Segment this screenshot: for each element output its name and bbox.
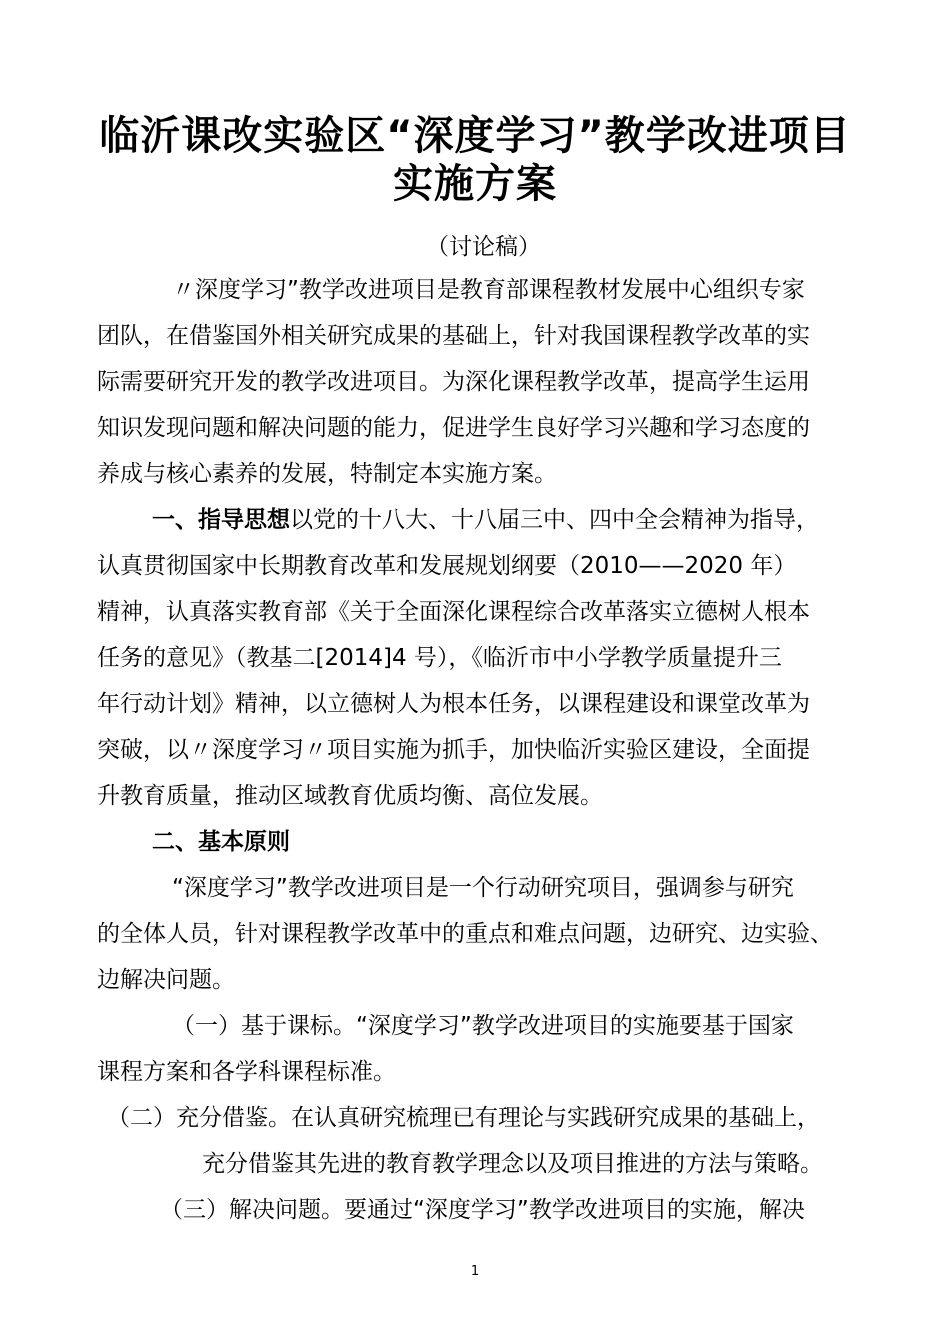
- section2-line: “深度学习”教学改进项目是一个行动研究项目，强调参与研究: [172, 875, 794, 901]
- document-subtitle: （讨论稿）: [426, 234, 541, 260]
- intro-line: 团队，在借鉴国外相关研究成果的基础上，针对我国课程教学改革的实: [97, 323, 810, 349]
- section2-line: 充分借鉴其先进的教育教学理念以及项目推进的方法与策略。: [202, 1151, 823, 1177]
- section2-line: （二）充分借鉴。在认真研究梳理已有理论与实践研究成果的基础上，: [107, 1105, 820, 1131]
- intro-line: 〃深度学习”教学改进项目是教育部课程教材发展中心组织专家: [172, 277, 805, 303]
- section2-line: （一）基于课标。“深度学习”教学改进项目的实施要基于国家: [172, 1013, 794, 1039]
- document-title-line-1: 临沂课改实验区“深度学习”教学改进项目: [99, 113, 851, 159]
- document-title-line-2: 实施方案: [393, 161, 557, 207]
- section2-heading: 二、基本原则: [152, 829, 290, 855]
- section2-line: 边解决问题。: [97, 967, 235, 993]
- section2-line: 课程方案和各学科课程标准。: [97, 1059, 396, 1085]
- section1-line: 年行动计划》精神，以立德树人为根本任务，以课程建设和课堂改革为: [97, 691, 810, 717]
- section2-line: 的全体人员，针对课程教学改革中的重点和难点问题，边研究、边实验、: [97, 921, 833, 947]
- section1-line: 突破，以〃深度学习〃项目实施为抓手，加快临沂实验区建设，全面提: [97, 737, 810, 763]
- section1-line: 任务的意见》（教基二[2014]4 号），《临沂市中小学教学质量提升三: [97, 645, 782, 671]
- intro-line: 养成与核心素养的发展，特制定本实施方案。: [97, 461, 557, 487]
- intro-line: 知识发现问题和解决问题的能力，促进学生良好学习兴趣和学习态度的: [97, 415, 810, 441]
- intro-line: 际需要研究开发的教学改进项目。为深化课程教学改革，提高学生运用: [97, 369, 810, 395]
- section1-line: 升教育质量，推动区域教育优质均衡、高位发展。: [97, 783, 603, 809]
- page-number: 1: [470, 1264, 480, 1279]
- section1-text: 以党的十八大、十八届三中、四中全会精神为指导，: [290, 507, 819, 533]
- section1-line: 精神，认真落实教育部《关于全面深化课程综合改革落实立德树人根本: [97, 599, 810, 625]
- section1-first-line: [152, 505, 819, 535]
- section1-line: 认真贯彻国家中长期教育改革和发展规划纲要（2010——2020 年）: [97, 553, 797, 579]
- section2-line: （三）解决问题。要通过“深度学习”教学改进项目的实施，解决: [160, 1197, 805, 1223]
- section1-heading: 一、指导思想: [152, 507, 290, 533]
